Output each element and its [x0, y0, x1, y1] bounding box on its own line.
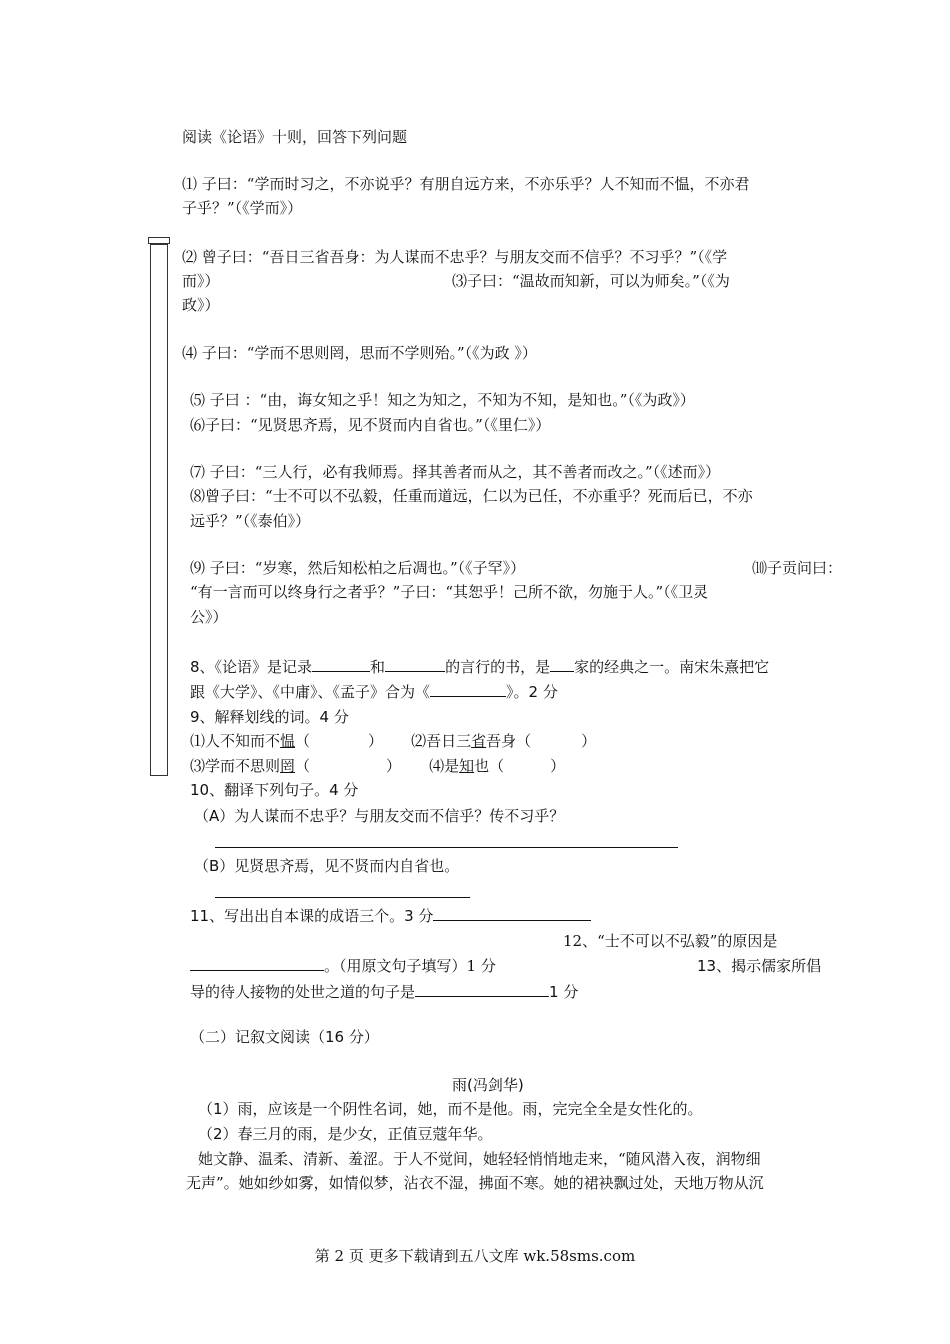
item9-r2-text2: ⑷是 [429, 757, 460, 775]
item8-blank-3[interactable] [550, 657, 574, 672]
item8-text-e: 跟《大学》、《中庸》、《孟子》合为《 [190, 683, 431, 701]
q9-line [190, 558, 525, 578]
item13-blank[interactable] [415, 982, 549, 997]
q2-number: ⑵ [182, 248, 198, 266]
item9-r1-close: ） [368, 732, 384, 750]
q10-line2: 公》） [190, 608, 228, 626]
q8-line1: ⑻曾子曰：“士不可以不弘毅，任重而道远，仁以为已任，不亦重乎？死而后已，不亦 [190, 487, 753, 505]
item12-blank[interactable] [190, 956, 324, 971]
q2-line1 [182, 247, 727, 267]
item10-answer-line-a[interactable] [215, 847, 678, 848]
story-para-3-line1: 她文静、温柔、清新、羞涩。于人不觉间，她轻轻悄悄地走来，“随风潜入夜，润物细 [198, 1150, 761, 1168]
item11-text: 11、写出出自本课的成语三个。3 分 [190, 907, 434, 925]
item9-r1-text2: ⑵吾日三 [411, 732, 472, 750]
item12-text-b: 。（用原文句子填写）1 分 [324, 957, 496, 975]
story-para-1: （1）雨，应该是一个阴性名词，她，而不是他。雨，完完全全是女性化的。 [198, 1100, 703, 1118]
item10-sentence-b: （B）见贤思齐焉，见不贤而内自省也。 [194, 857, 460, 875]
item9-r1-open2: 吾身（ [486, 732, 532, 750]
item8-text-f: 》。2 分 [506, 683, 558, 701]
item9-r1-close2: ） [581, 732, 597, 750]
q7-text: 子曰：“三人行，必有我师焉。择其善者而从之，其不善者而改之。”（《述而》） [209, 463, 721, 481]
item13-start: 13、揭示儒家所倡 [697, 957, 822, 975]
item8-text-a: 8、《论语》是记录 [190, 658, 313, 676]
item8-blank-4[interactable] [430, 682, 506, 697]
item9-word-zhi: 知 [459, 757, 475, 775]
item9-r2-text: ⑶学而不思则 [190, 757, 281, 775]
item11-blank[interactable] [433, 906, 591, 921]
item9-r2-close: ） [386, 757, 402, 775]
story-title: 雨(冯剑华) [452, 1076, 524, 1094]
item10-title: 10、翻译下列句子。4 分 [190, 781, 359, 799]
q9-number: ⑼ [190, 559, 206, 577]
binding-cap [148, 237, 170, 244]
binding-bar [150, 244, 168, 776]
q1-number: ⑴ [182, 175, 198, 193]
q2-line2a: 而》） [182, 272, 220, 290]
story-para-3-line2: 无声”。她如纱如雾，如情似梦，沾衣不湿，拂面不寒。她的裙袂飘过处，天地万物从沉 [186, 1174, 764, 1192]
q10-line1: “有一言而可以终身行之者乎？”子曰：“其恕乎！己所不欲，勿施于人。”（《卫灵 [190, 583, 709, 601]
item8-text-c: 的言行的书，是 [445, 658, 551, 676]
q7-line [190, 462, 720, 482]
item8-text-d: 家的经典之一。南宋朱熹把它 [574, 658, 770, 676]
section2-heading: （二）记叙文阅读（16 分） [190, 1028, 379, 1046]
q1-line1 [182, 174, 749, 194]
q6-line: ⑹子曰：“见贤思齐焉，见不贤而内自省也。”（《里仁》） [190, 416, 551, 434]
item9-word-xing: 省 [471, 732, 487, 750]
item9-word-yun: 愠 [280, 732, 296, 750]
item13-text-c: 1 分 [549, 983, 579, 1001]
item9-word-wang: 罔 [280, 757, 296, 775]
q1-text: 子曰：“学而时习之，不亦说乎？有朋自远方来，不亦乐乎？人不知而不愠，不亦君 [201, 175, 750, 193]
intro-heading: 阅读《论语》十则，回答下列问题 [182, 128, 408, 146]
item9-row2 [190, 756, 565, 776]
item13-text-b: 导的待人接物的处世之道的句子是 [190, 983, 416, 1001]
page-footer: 第 2 页 更多下载请到五八文库 wk.58sms.com [314, 1247, 636, 1265]
item13-line2 [190, 982, 578, 1002]
q7-number: ⑺ [190, 463, 206, 481]
q3-start: ⑶子曰：“温故而知新，可以为师矣。”（《为 [452, 272, 730, 290]
item9-row1 [190, 731, 596, 751]
q5-line: ⑸ 子曰 ：“由，诲女知之乎！知之为知之，不知为不知，是知也。”（《为政》） [190, 391, 695, 409]
q9-text: 子曰：“岁寒，然后知松柏之后凋也。”（《子罕》） [209, 559, 526, 577]
item11-line [190, 906, 591, 926]
item12-start: 12、“士不可以不弘毅”的原因是 [563, 932, 778, 950]
story-para-2: （2）春三月的雨，是少女，正值豆蔻年华。 [198, 1125, 493, 1143]
item10-answer-line-b[interactable] [215, 897, 470, 898]
item8-line2 [190, 682, 558, 702]
q2-text: 曾子曰：“吾日三省吾身：为人谋而不忠乎？与朋友交而不信乎？不习乎？”（《学 [201, 248, 728, 266]
item8-blank-1[interactable] [312, 657, 370, 672]
item8-blank-2[interactable] [385, 657, 445, 672]
item8-text-b: 和 [370, 658, 386, 676]
q3-line2: 政》） [182, 296, 220, 314]
q10-start: ⑽子贡问曰： [752, 559, 843, 577]
binding-margin-bracket [148, 237, 170, 777]
q1-line2: 子乎？”（《学而》） [182, 199, 303, 217]
item9-r1-text: ⑴人不知而不 [190, 732, 281, 750]
item9-r1-open: （ [295, 732, 311, 750]
item9-r2-close2: ） [550, 757, 566, 775]
item9-r2-open2: 也（ [474, 757, 505, 775]
q8-line2: 远乎？”（《泰伯》） [190, 512, 311, 530]
item10-sentence-a: （A）为人谋而不忠乎？与朋友交而不信乎？传不习乎？ [194, 807, 565, 825]
item12-line2 [190, 956, 496, 976]
item9-r2-open: （ [295, 757, 311, 775]
item8-line1 [190, 657, 769, 677]
q4-line: ⑷ 子曰：“学而不思则罔，思而不学则殆。”（《为政 》） [182, 344, 537, 362]
item9-title: 9、解释划线的词。4 分 [190, 708, 349, 726]
